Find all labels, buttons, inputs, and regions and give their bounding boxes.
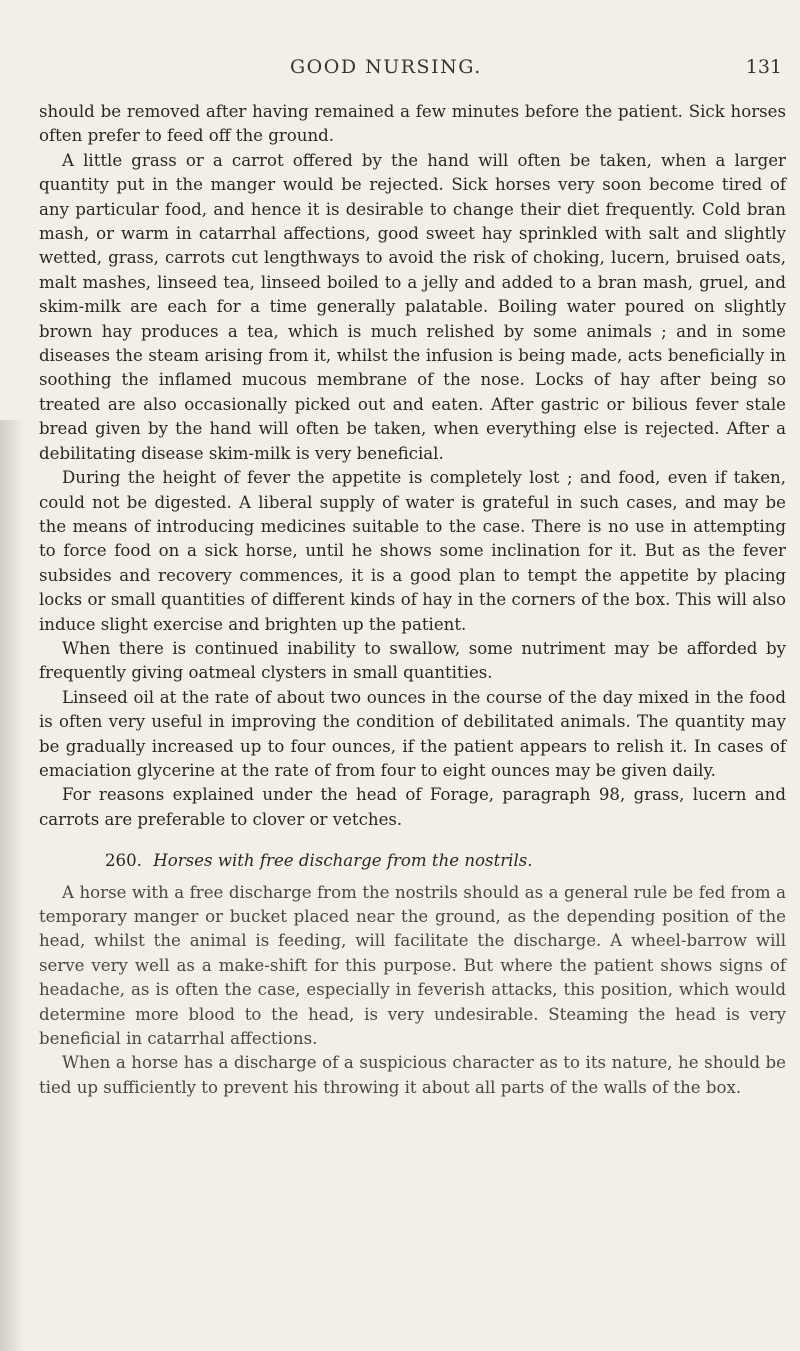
paragraph: should be removed after having remained a few minutes before the patient. Sick horses often prefer to feed off the ground. bbox=[39, 102, 786, 146]
paragraph: During the height of fever the appetite is completely lost ; and food, even if taken, could not be digested. A liberal supply of water is grateful in such cases, and may be the means of introducing medicines suitable to the case. There is no use in attempting to force food on a sick horse, until he shows some inclination for it. But as the fever subsides and recovery commences, it is a good plan to tempt the appetite by placing locks or small quantities of different kinds of hay in the corners of the box. This will also induce slight exercise and brighten up the patient. bbox=[39, 468, 786, 634]
running-title: GOOD NURSING. bbox=[290, 56, 482, 78]
section-title: Horses with free discharge from the nostrils. bbox=[153, 851, 533, 871]
paragraph: Linseed oil at the rate of about two ounces in the course of the day mixed in the food is often very useful in improving the condition of debilitated animals. The quantity may be gradually increased up to four ounces, if the patient appears to relish it. In cases of emaciation glycerine at the rate of from four to eight ounces may be given daily. bbox=[39, 687, 786, 780]
paragraph: When a horse has a discharge of a suspicious character as to its nature, he should be tied up sufficiently to prevent his throwing it about all parts of the walls of the box. bbox=[39, 1053, 786, 1097]
body-text bbox=[39, 100, 786, 1100]
page-number: 131 bbox=[745, 56, 782, 78]
running-head bbox=[0, 56, 800, 86]
paragraph: A horse with a free discharge from the nostrils should as a general rule be fed from a temporary manger or bucket placed near the ground, as the depending position of the head, whilst the animal is feeding, will facilitate the discharge. A wheel-barrow will serve very well as a make-shift for this purpose. But where the patient shows signs of headache, as is often the case, especially in feverish attacks, this position, which would determine more blood to the head, is very undesirable. Steaming the head is very beneficial in catarrhal affections. bbox=[39, 882, 786, 1049]
paragraph: When there is continued inability to swallow, some nutriment may be afforded by frequently giving oatmeal clysters in small quantities. bbox=[39, 638, 786, 683]
paragraph: A little grass or a carrot offered by the hand will often be taken, when a larger quantity put in the manger would be rejected. Sick horses very soon become tired of any particular food, and hence it is desirable to change their diet frequently. Cold bran mash, or warm in catarrhal affections, good sweet hay sprinkled with salt and slightly wetted, grass, carrots cut lengthways to avoid the risk of choking, lucern, bruised oats, malt mashes, linseed tea, linseed boiled to a jelly and added to a bran mash, gruel, and skim-milk are each for a time generally palatable. Boiling water poured on slightly brown hay produces a tea, which is much relished by some animals ; and in some diseases the steam arising from it, whilst the infusion is being made, acts beneficially in soothing the inflamed mucous membrane of the nose. Locks of hay after being so treated are also occasionally picked out and eaten. After gastric or bilious fever stale bread given by the hand will often be taken, when everything else is rejected. After a debilitating disease skim-milk is very beneficial. bbox=[39, 150, 786, 463]
paragraph: For reasons explained under the head of Forage, paragraph 98, grass, lucern and carrots are preferable to clover or vetches. bbox=[39, 785, 786, 829]
section-heading bbox=[39, 849, 786, 873]
binding-gutter-shadow bbox=[0, 420, 24, 1351]
section-number: 260. bbox=[105, 851, 142, 871]
